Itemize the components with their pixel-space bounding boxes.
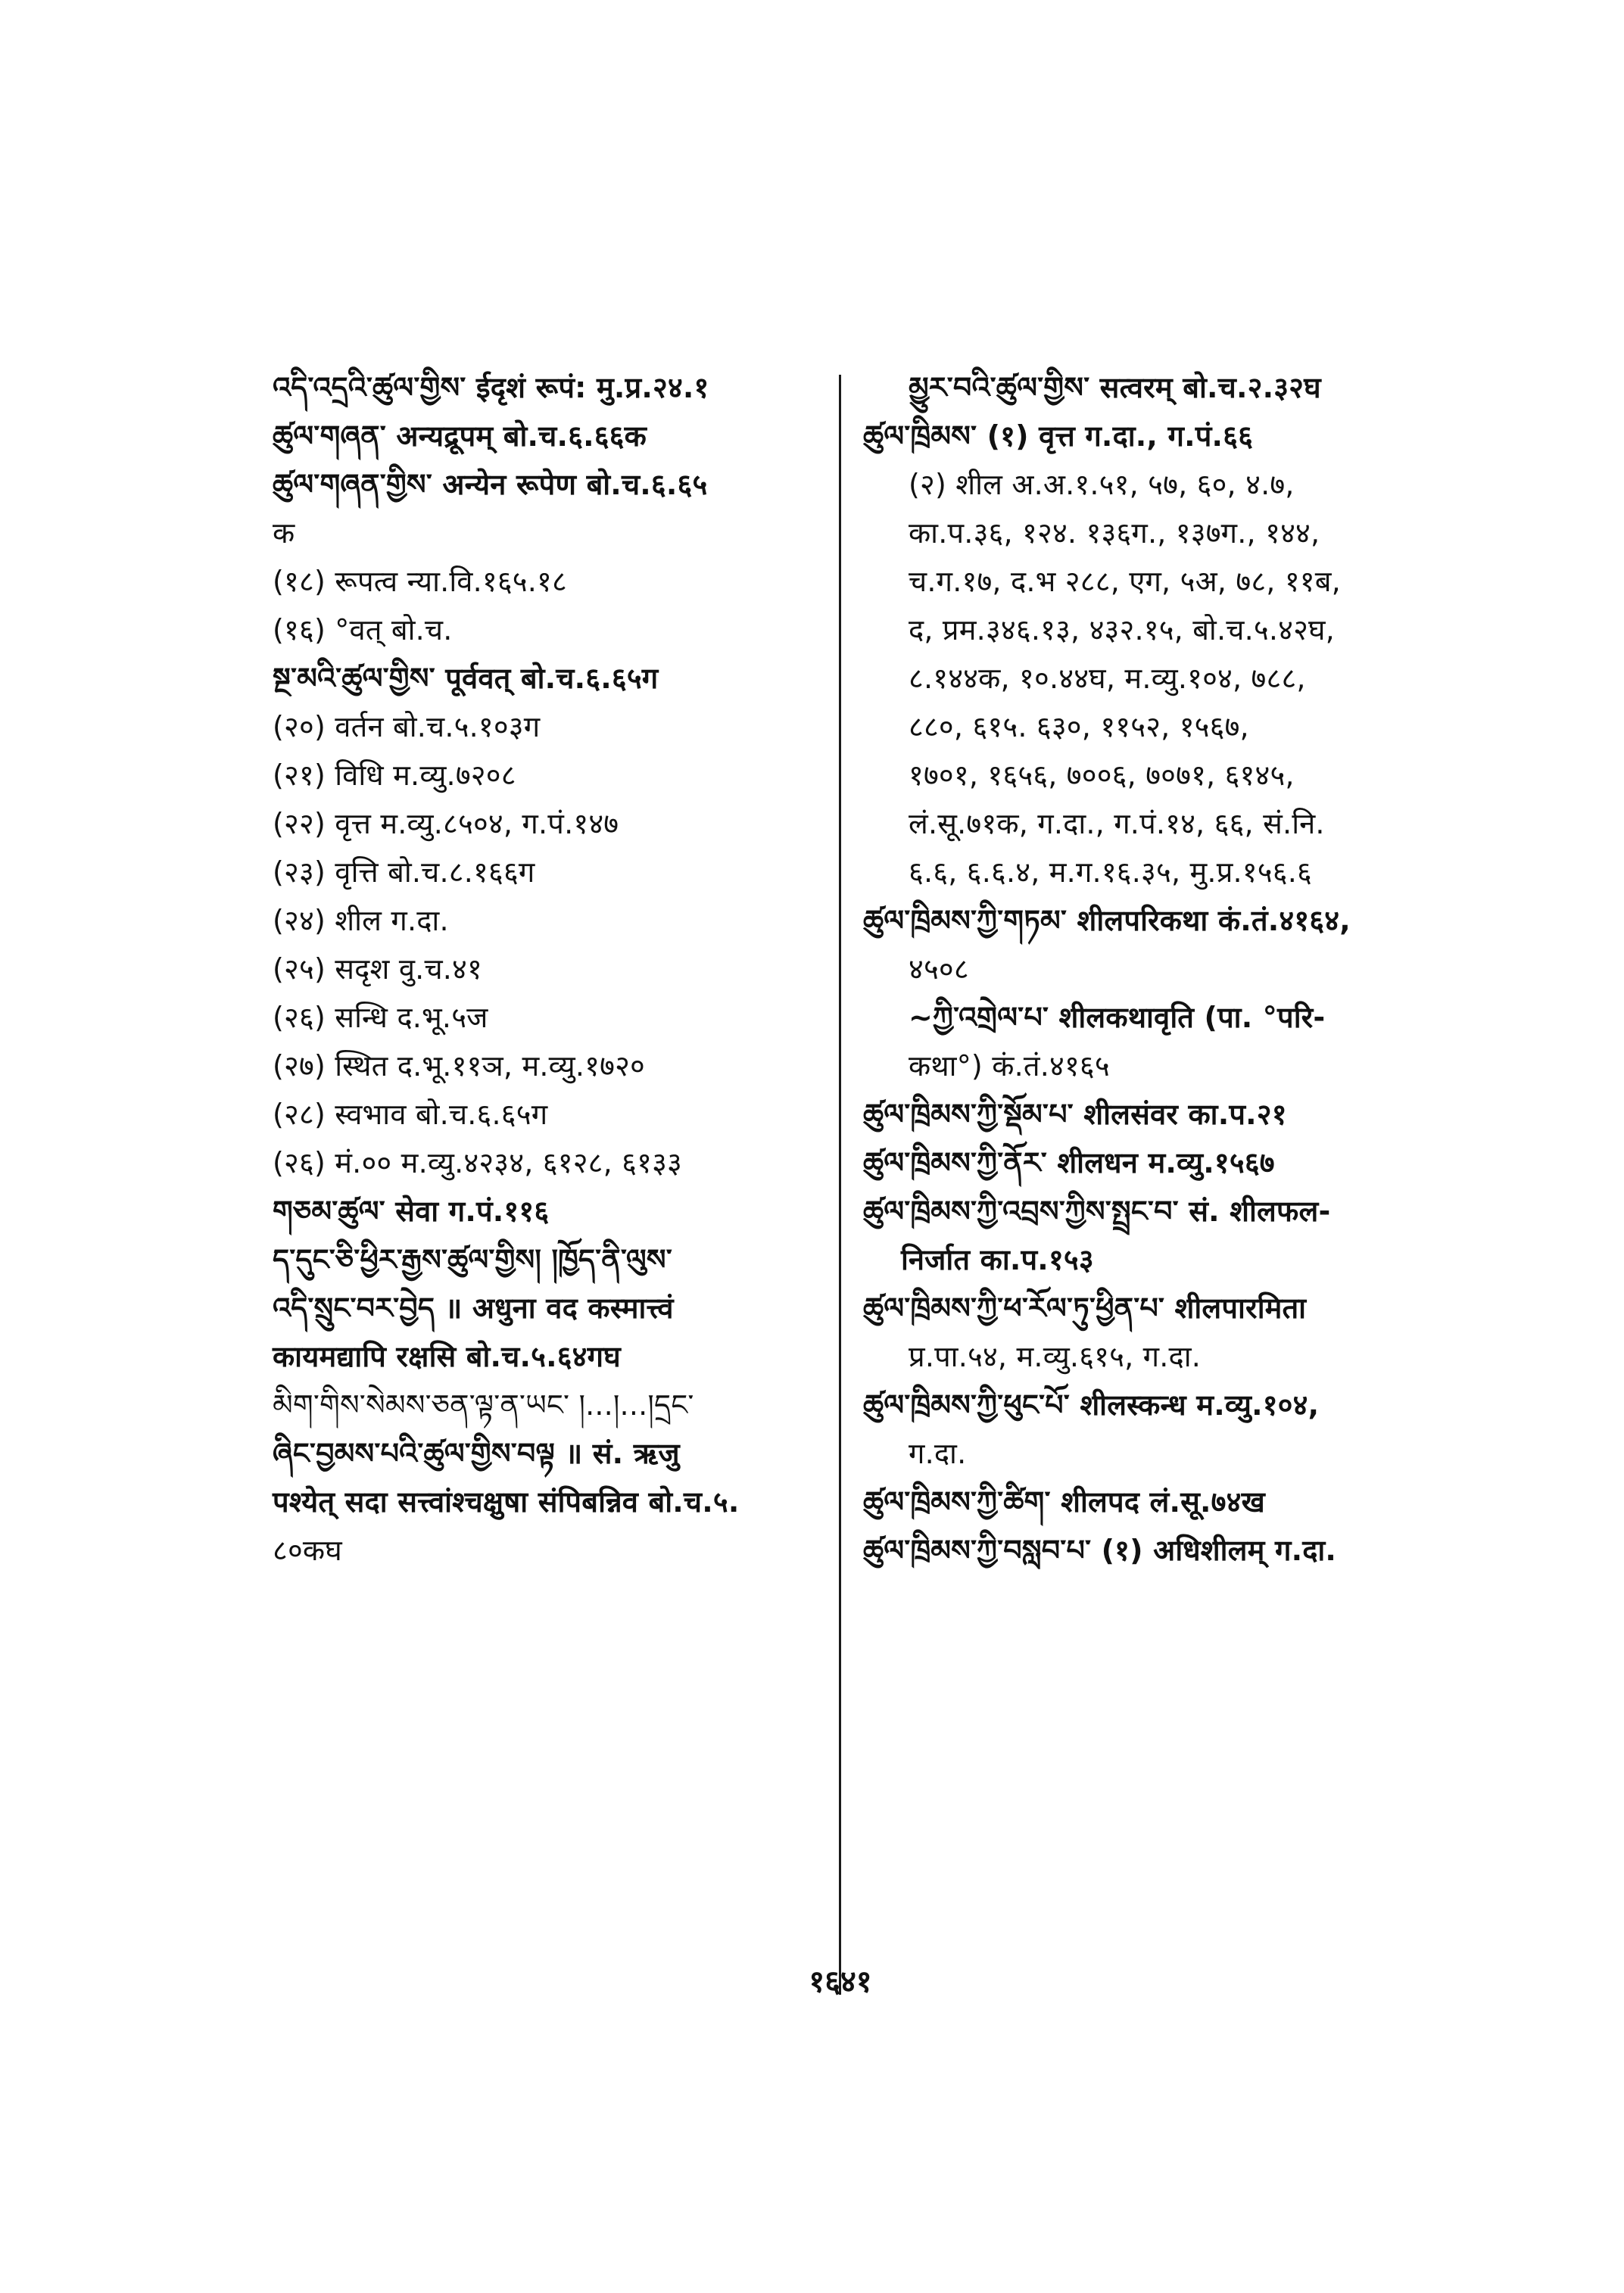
entry-line: ཚུལ་གཞན་གྱིས་ अन्येन रूपेण बो.च.६.६५ <box>273 468 708 501</box>
entry-line: ད་དུང་ཅི་ཕྱིར་རྒྱས་ཚུལ་གྱིས། །ཁྱོད་ནི་ལུས་ <box>273 1243 672 1276</box>
entry-line: (२७) स्थित द.भू.११ञ, म.व्यु.१७२० <box>273 1049 646 1083</box>
entry-line: च.ग.१७, द.भ २८८, एग, ५अ, ७८, ११ब, <box>909 565 1341 598</box>
entry-line: ཚུལ་ཁྲིམས་ཀྱི་བསླབ་པ་ (१) अधिशीलम् ग.दा. <box>863 1534 1337 1567</box>
entry-line: १७०१, १६५६, ७००६, ७०७१, ६१४५, <box>909 759 1295 792</box>
entry-line: ཚུལ་ཁྲིམས་ཀྱི་གཏམ་ शीलपरिकथा कं.तं.४१६४, <box>863 904 1351 937</box>
entry-line: निर्जात का.प.१५३ <box>901 1243 1094 1276</box>
entry-line: (२४) शील ग.दा. <box>273 904 449 937</box>
entry-line: ཚུལ་གཞན་ अन्यद्रूपम् बो.च.६.६६क <box>273 419 647 453</box>
column-divider <box>839 375 841 1995</box>
entry-line: འདི་འདྲའི་ཚུལ་གྱིས་ ईदृशं रूपं: मु.प्र.२४.१ <box>273 371 709 404</box>
entry-line: (१६) °वत् बो.च. <box>273 613 453 646</box>
entry-line: द, प्रम.३४६.१३, ४३२.१५, बो.च.५.४२घ, <box>909 613 1335 646</box>
entry-line: ཚུལ་ཁྲིམས་ཀྱི་འབྲས་ཀྱིས་སྤྲང་བ་ सं. शीलफल- <box>863 1195 1331 1228</box>
entry-line: (२१) विधि म.व्यु.७२०८ <box>273 759 516 792</box>
entry-line: ཚུལ་ཁྲིམས་ཀྱི་ཚིག་ शीलपद लं.सू.७४ख <box>863 1485 1265 1519</box>
entry-line: (२) शील अ.अ.१.५१, ५७, ६०, ४.७, <box>909 468 1295 501</box>
entry-line: འདི་སྲུང་བར་བྱེད ॥ अधुना वद कस्मात्त्वं <box>273 1291 674 1325</box>
entry-line: ८.१४४क, १०.४४घ, म.व्यु.१०४, ७८८, <box>909 662 1306 695</box>
left-column <box>273 371 825 1582</box>
entry-line: (१८) रूपत्व न्या.वि.१६५.१८ <box>273 565 567 598</box>
entry-line: མྱུར་བའི་ཚུལ་གྱིས་ सत्वरम् बो.च.२.३२घ <box>909 371 1321 404</box>
entry-line: (२३) वृत्ति बो.च.८.१६६ग <box>273 855 535 889</box>
entry-line: का.प.३६, १२४. १३६ग., १३७ग., १४४, <box>909 516 1320 550</box>
entry-line: ཚུལ་ཁྲིམས་ཀྱི་ནོར་ शीलधन म.व्यु.१५६७ <box>863 1146 1275 1179</box>
entry-line: ཞིང་བྱམས་པའི་ཚུལ་གྱིས་བལྟ ॥ सं. ऋजु <box>273 1437 680 1470</box>
entry-line: གཅམ་ཚུལ་ सेवा ग.पं.११६ <box>273 1195 550 1228</box>
entry-line: (२६) मं.०० म.व्यु.४२३४, ६१२८, ६१३३ <box>273 1146 683 1179</box>
entry-line: ཚུལ་ཁྲིམས་ཀྱི་ཕུང་པོ་ शीलस्कन्ध म.व्यु.१०४, <box>863 1388 1320 1422</box>
entry-line: ४५०८ <box>909 952 969 986</box>
entry-line: क <box>273 516 295 550</box>
entry-line: ८८०, ६१५. ६३०, ११५२, १५६७, <box>909 710 1249 743</box>
page-number: १६४१ <box>809 1964 872 1999</box>
entry-line: (२०) वर्तन बो.च.५.१०३ग <box>273 710 541 743</box>
entry-line: ग.दा. <box>909 1437 967 1470</box>
entry-line: ཚུལ་ཁྲིམས་ (१) वृत्त ग.दा., ग.पं.६६ <box>863 419 1254 453</box>
entry-line: प्र.पा.५४, म.व्यु.६१५, ग.दा. <box>909 1340 1202 1373</box>
entry-line: སྔ་མའི་ཚུལ་གྱིས་ पूर्ववत् बो.च.६.६५ग <box>273 662 659 695</box>
entry-line: ८०कघ <box>273 1534 342 1567</box>
entry-line: (२६) सन्धि द.भू.५ज <box>273 1001 488 1034</box>
entry-line: कायमद्यापि रक्षसि बो.च.५.६४गघ <box>273 1340 621 1373</box>
entry-line: (२८) स्वभाव बो.च.६.६५ग <box>273 1098 548 1131</box>
entry-line: ~ཀྱི་འགྲེལ་པ་ शीलकथावृति (पा. °परि- <box>909 1001 1326 1034</box>
entry-line: लं.सू.७१क, ग.दा., ग.पं.१४, ६६, सं.नि. <box>909 807 1325 840</box>
entry-line: (२५) सदृश वु.च.४१ <box>273 952 482 986</box>
entry-line: ६.६, ६.६.४, म.ग.१६.३५, मु.प्र.१५६.६ <box>909 855 1312 889</box>
entry-line: पश्येत् सदा सत्त्वांश्चक्षुषा संपिबन्निव बो.च.५. <box>273 1485 740 1519</box>
entry-line: ཚུལ་ཁྲིམས་ཀྱི་སྡོམ་པ་ शीलसंवर का.प.२१ <box>863 1098 1287 1131</box>
entry-line: མིག་གིས་སེམས་ཅན་ལྟ་ན་ཡང་ །...།...།དྲང་ <box>273 1388 694 1422</box>
right-column <box>863 371 1476 1582</box>
entry-line: (२२) वृत्त म.व्यु.८५०४, ग.पं.१४७ <box>273 807 619 840</box>
entry-line: ཚུལ་ཁྲིམས་ཀྱི་ཕ་རོལ་ཏུ་ཕྱིན་པ་ शीलपारमिता <box>863 1291 1307 1325</box>
entry-line: कथा°) कं.तं.४१६५ <box>909 1049 1110 1083</box>
